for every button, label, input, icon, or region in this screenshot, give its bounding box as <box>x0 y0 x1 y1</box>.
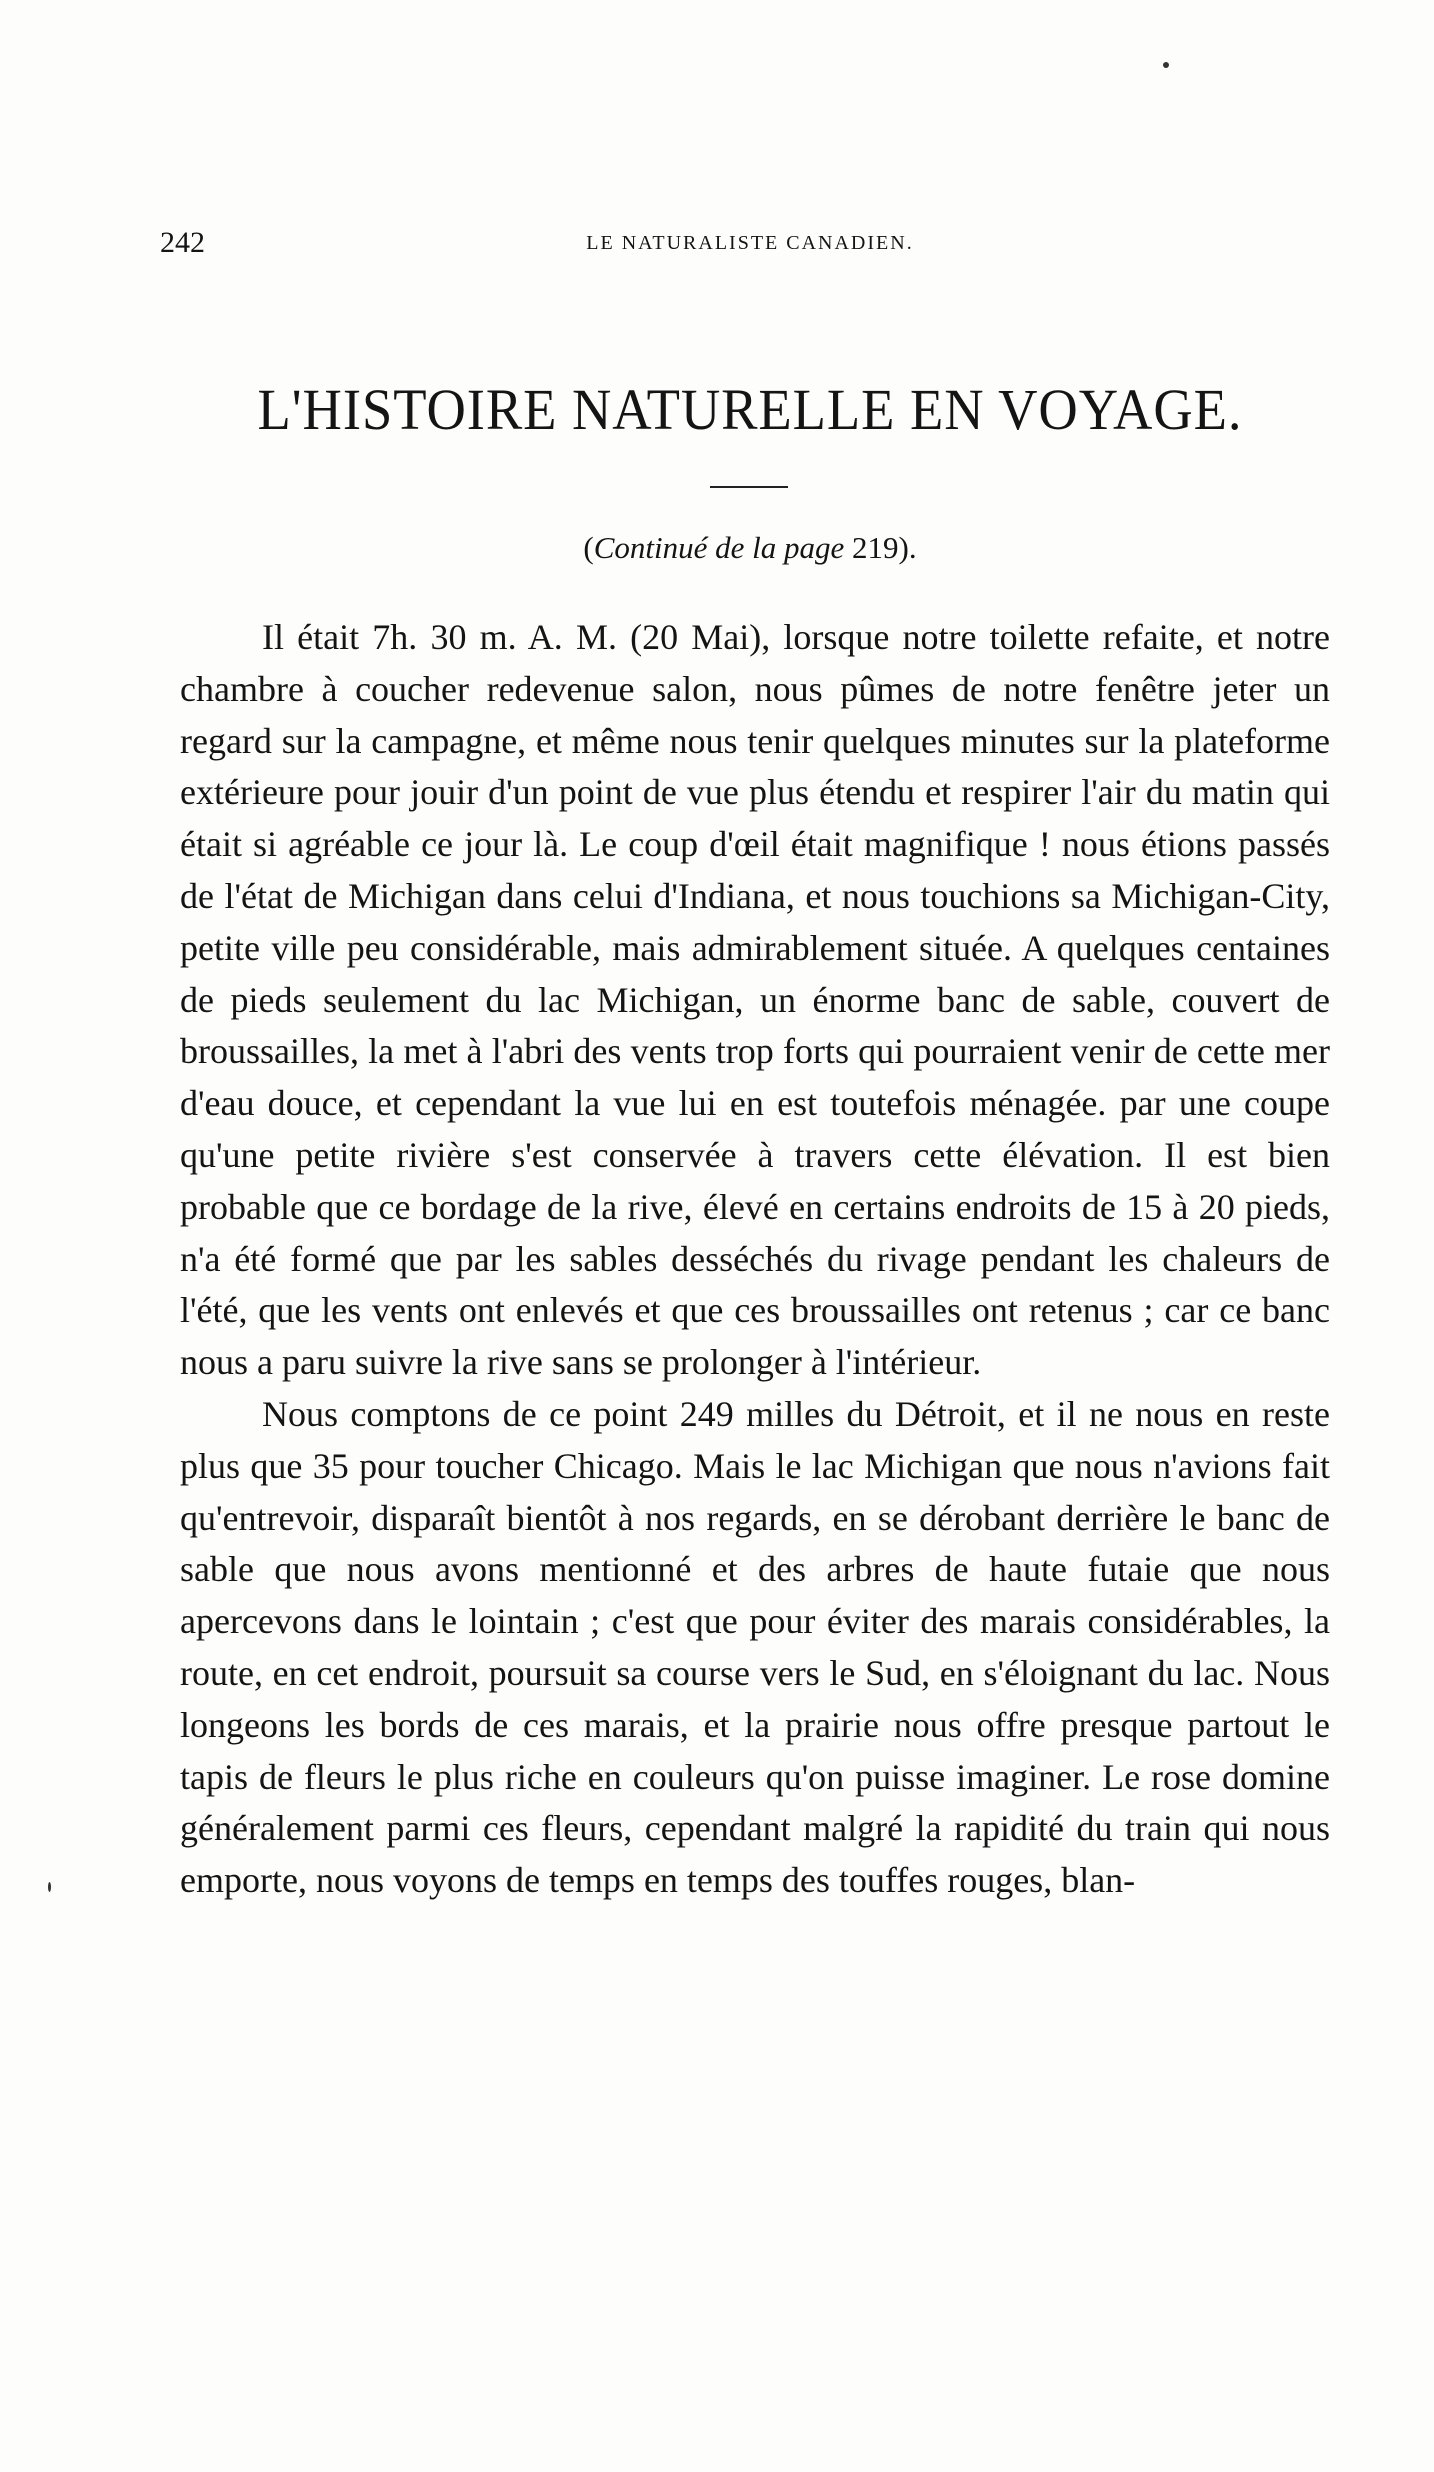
journal-title: LE NATURALISTE CANADIEN. <box>586 232 914 254</box>
continuation-note <box>160 530 1340 566</box>
page-number: 242 <box>160 226 205 259</box>
article-body <box>180 612 1330 1907</box>
continuation-suffix: 219). <box>844 530 917 565</box>
paragraph: Il était 7h. 30 m. A. M. (20 Mai), lorsque notre toilette refaite, et notre chambre à coucher redevenue salon, nous pûmes de notre fenêtre jeter un regard sur la campagne, et même nous tenir quelques minutes sur la plateforme extérieure pour jouir d'un point de vue plus étendu et respirer l'air du matin qui était si agréable ce jour là. Le coup d'œil était magnifique ! nous étions passés de l'état de Michigan dans celui d'Indiana, et nous touchions sa Michigan-City, petite ville peu considérable, mais admirablement située. A quelques centaines de pieds seulement du lac Michigan, un énorme banc de sable, couvert de broussailles, la met à l'abri des vents trop forts qui pourraient venir de cette mer d'eau douce, et cependant la vue lui en est toutefois ménagée. par une coupe qu'une petite rivière s'est conservée à travers cette élévation. Il est bien probable que ce bordage de la rive, élevé en certains endroits de 15 à 20 pieds, n'a été formé que par les sables desséchés du rivage pendant les chaleurs de l'été, que les vents ont enlevés et que ces broussailles ont retenus ; car ce banc nous a paru suivre la rive sans se prolonger à l'intérieur. <box>180 617 1330 1383</box>
article-title: L'HISTOIRE NATURELLE EN VOYAGE. <box>257 377 1243 442</box>
ink-speck <box>48 1882 51 1892</box>
running-head <box>160 226 1340 266</box>
continuation-prefix: ( <box>583 530 594 565</box>
continuation-italic: Continué de la page <box>593 530 845 565</box>
title-divider <box>710 486 788 488</box>
ink-speck <box>1163 62 1169 68</box>
paragraph: Nous comptons de ce point 249 milles du Détroit, et il ne nous en reste plus que 35 pour toucher Chicago. Mais le lac Michigan que nous n'avions fait qu'entrevoir, disparaît bientôt à nos regards, en se dérobant derrière le banc de sable que nous avons mentionné et des arbres de haute futaie que nous apercevons dans le lointain ; c'est que pour éviter des marais considérables, la route, en cet endroit, poursuit sa course vers le Sud, en s'éloignant du lac. Nous longeons les bords de ces marais, et la prairie nous offre presque partout le tapis de fleurs le plus riche en couleurs qu'on puisse imaginer. Le rose domine généralement parmi ces fleurs, cependant malgré la rapidité du train qui nous emporte, nous voyons de temps en temps des touffes rouges, blan- <box>180 1393 1330 1901</box>
